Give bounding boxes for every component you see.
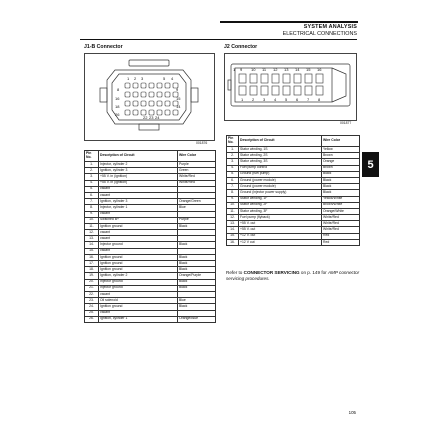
wire-color-cell: Blue <box>178 205 216 211</box>
description-cell: Injector ground <box>99 279 178 285</box>
j2-pin-cavity <box>316 74 323 83</box>
pin-cell: 3. <box>85 174 99 180</box>
j1b-pin-cavity <box>141 92 146 97</box>
pin-cell: 6. <box>227 177 239 183</box>
section-header-title: SYSTEM ANALYSIS <box>303 24 357 30</box>
j2-pin-cavity <box>272 74 279 83</box>
j1b-pin-label: 3 <box>141 76 144 81</box>
j2-pin-cavity <box>294 74 301 83</box>
pin-cell: 7. <box>85 199 99 205</box>
j2-pin-cavity <box>283 74 290 83</box>
j2-pin-label: 1 <box>241 97 244 102</box>
j1b-pin-cavity <box>133 83 138 88</box>
j1b-pin-label: 23 <box>149 115 154 120</box>
wire-color-cell: Purple <box>178 217 216 223</box>
wire-color-cell: Brown <box>322 153 360 159</box>
description-cell: vacant <box>99 186 178 192</box>
wire-color-cell: Blue <box>178 298 216 304</box>
description-cell: Stator winding, 2S <box>239 153 322 159</box>
pin-cell: 6. <box>85 192 99 198</box>
j1b-pin-label: 26 <box>115 112 120 117</box>
wire-color-cell: Orange/White <box>322 208 360 214</box>
description-cell: +12 V out <box>239 239 322 245</box>
j1b-pin-cavity <box>125 110 130 115</box>
pin-cell: 17. <box>85 261 99 267</box>
wire-color-cell: Brown/White <box>322 202 360 208</box>
pin-cell: 18. <box>85 267 99 273</box>
pin-cell: 12. <box>85 230 99 236</box>
pin-cell: 15. <box>85 248 99 254</box>
pin-cell: 10. <box>85 217 99 223</box>
j2-connector-figure <box>224 53 357 121</box>
j1b-pin-label: 18 <box>115 104 120 109</box>
j2-section-title: J2 Connector <box>224 44 258 50</box>
wire-color-cell: Black <box>178 279 216 285</box>
description-cell: Stator winding, 1F <box>239 196 322 202</box>
description-cell: Stator winding, 1S <box>239 147 322 153</box>
note-prefix: Refer to <box>226 270 244 275</box>
j2-pin-cavity <box>250 74 257 83</box>
pin-cell: 23. <box>85 298 99 304</box>
pin-cell: 25. <box>85 310 99 316</box>
description-cell: Injector, cylinder 2 <box>99 162 178 168</box>
wire-color-cell: Yellow/White <box>322 196 360 202</box>
description-cell: vacant <box>99 310 178 316</box>
table-row <box>227 239 360 245</box>
pin-cell: 1. <box>227 147 239 153</box>
wire-color-cell: Orange/Purple <box>178 273 216 279</box>
wire-color-cell: Black <box>322 177 360 183</box>
pin-cell: 7. <box>227 184 239 190</box>
j1b-connector-figure <box>84 53 215 141</box>
description-cell: vacant <box>99 236 178 242</box>
j2-pin-label: 15 <box>306 67 311 72</box>
j2-pin-label: 4 <box>274 97 277 102</box>
wire-color-cell: Black <box>178 304 216 310</box>
wire-color-cell: Black <box>322 171 360 177</box>
j2-pin-cavity <box>261 86 268 95</box>
wire-color-cell: White/Red <box>178 180 216 186</box>
pin-cell: 8. <box>227 190 239 196</box>
wire-color-cell: Black <box>178 223 216 229</box>
column-header: Pin No. <box>227 136 239 147</box>
description-cell: Ignition ground <box>99 261 178 267</box>
j1b-pin-label: 16 <box>115 96 120 101</box>
table-header-row <box>227 136 360 147</box>
description-cell: vacant <box>99 230 178 236</box>
pin-cell: 13. <box>85 236 99 242</box>
description-cell: Ignition ground <box>99 304 178 310</box>
connector-servicing-note <box>226 270 366 281</box>
j2-figure-id: 001877 <box>340 121 352 125</box>
j2-pin-label: 12 <box>273 67 278 72</box>
j2-pin-label: 8 <box>318 97 321 102</box>
j1b-pin-cavity <box>165 92 170 97</box>
pin-cell: 13. <box>227 221 239 227</box>
wire-color-cell: Orange <box>322 159 360 165</box>
description-cell: Injector ground <box>99 242 178 248</box>
pin-cell: 8. <box>85 205 99 211</box>
pin-cell: 9. <box>227 196 239 202</box>
wire-color-cell: White/Red <box>322 227 360 233</box>
pin-cell: 2. <box>85 168 99 174</box>
description-cell: Ground (power module) <box>239 177 322 183</box>
table-row <box>85 316 216 322</box>
j2-pin-label: 9 <box>240 67 243 72</box>
j2-pin-label: 1 <box>233 67 236 72</box>
pin-cell: 4. <box>85 180 99 186</box>
j2-pin-cavity <box>316 86 323 95</box>
j1b-pin-cavity <box>157 83 162 88</box>
column-header: Pin No. <box>85 151 99 162</box>
pin-cell: 24. <box>85 304 99 310</box>
pin-cell: 20. <box>85 279 99 285</box>
pin-cell: 16. <box>85 254 99 260</box>
pin-cell: 26. <box>85 316 99 322</box>
connector-servicing-link[interactable]: CONNECTOR SERVICING <box>243 270 300 275</box>
description-cell: Switched B+ <box>99 217 178 223</box>
wire-color-cell: White/Red <box>322 215 360 221</box>
description-cell: Stator winding, 3F <box>239 208 322 214</box>
description-cell: Fuel pump (flyback) <box>239 215 322 221</box>
pin-cell: 14. <box>85 242 99 248</box>
description-cell: Ignition, cylinder 1 <box>99 316 178 322</box>
j2-pin-label: 2 <box>252 97 255 102</box>
description-cell: +12 V. out <box>239 233 322 239</box>
j1b-pin-label: 2 <box>134 76 137 81</box>
description-cell: Ground (fuel pump) <box>239 171 322 177</box>
j1b-pin-label: 1 <box>127 76 130 81</box>
j2-pin-cavity <box>239 74 246 83</box>
j1b-pin-label: 15 <box>176 96 181 101</box>
description-cell: Ignition ground <box>99 223 178 229</box>
description-cell: vacant <box>99 248 178 254</box>
wire-color-cell: Brown <box>322 165 360 171</box>
wire-color-cell: Yellow <box>322 147 360 153</box>
j1b-connector-drawing <box>85 54 214 140</box>
wire-color-cell: Purple <box>178 162 216 168</box>
pin-cell: 15. <box>227 233 239 239</box>
description-cell: Stator winding, 3S <box>239 159 322 165</box>
j1b-pin-cavity <box>165 101 170 106</box>
j2-pin-cavity <box>272 86 279 95</box>
description-cell: +55 V. in (ignition) <box>99 180 178 186</box>
description-cell: +55 V. in (ignition) <box>99 174 178 180</box>
j1b-pin-label: 24 <box>155 115 160 120</box>
j1b-pin-cavity <box>125 101 130 106</box>
description-cell: vacant <box>99 291 178 297</box>
j2-pin-label: 7 <box>307 97 310 102</box>
j2-pin-cavity <box>283 86 290 95</box>
j2-pin-label: 3 <box>263 97 266 102</box>
j1b-pin-cavity <box>157 92 162 97</box>
j1b-section-title: J1-B Connector <box>84 44 123 50</box>
table-header-row <box>85 151 216 162</box>
description-cell: vacant <box>99 192 178 198</box>
j1b-pin-label: 9 <box>176 87 179 92</box>
wire-color-cell: Red <box>322 239 360 245</box>
section-header-subtitle: ELECTRICAL CONNECTIONS <box>282 31 357 37</box>
j1b-figure-id: 001876 <box>196 141 208 145</box>
j1b-pin-cavity <box>157 101 162 106</box>
column-header: Description of Circuit <box>99 151 178 162</box>
j1b-pin-cavity <box>149 101 154 106</box>
pin-cell: 3. <box>227 159 239 165</box>
column-header: Description of Circuit <box>239 136 322 147</box>
j1b-pin-table <box>84 150 216 323</box>
j2-pin-label: 11 <box>262 67 267 72</box>
wire-color-cell: Black <box>322 184 360 190</box>
j1b-pin-label: 22 <box>143 115 148 120</box>
j1b-pin-cavity <box>149 92 154 97</box>
wire-color-cell: Black <box>178 285 216 291</box>
j2-pin-label: 13 <box>284 67 289 72</box>
description-cell: Fuel pump control <box>239 165 322 171</box>
j1b-pin-cavity <box>165 83 170 88</box>
j1b-pin-label: 5 <box>163 76 166 81</box>
description-cell: vacant <box>99 211 178 217</box>
pin-cell: 5. <box>85 186 99 192</box>
header-rule <box>220 21 358 23</box>
j2-pin-cavity <box>250 86 257 95</box>
description-cell: Stator winding, 2F <box>239 202 322 208</box>
j1b-pin-cavity <box>141 101 146 106</box>
j1b-pin-cavity <box>125 92 130 97</box>
wire-color-cell: White/Red <box>178 174 216 180</box>
wire-color-cell: White/Red <box>322 221 360 227</box>
j2-pin-label: 16 <box>317 67 322 72</box>
j2-pin-cavity <box>239 86 246 95</box>
j2-pin-label: 10 <box>251 67 256 72</box>
j2-connector-drawing <box>225 54 356 120</box>
description-cell: Ground (power module) <box>239 184 322 190</box>
wire-color-cell: Black <box>178 267 216 273</box>
j2-pin-label: 6 <box>296 97 299 102</box>
description-cell: Ignition, cylinder 2 <box>99 273 178 279</box>
j2-pin-cavity <box>305 74 312 83</box>
wire-color-cell: Red <box>322 233 360 239</box>
description-cell: +55 V. out <box>239 227 322 233</box>
note-italic: AMP connector servicing procedures. <box>226 270 360 281</box>
j1b-pin-cavity <box>133 110 138 115</box>
pin-cell: 12. <box>227 215 239 221</box>
j2-pin-cavity <box>294 86 301 95</box>
description-cell: Ignition, cylinder 3 <box>99 199 178 205</box>
description-cell: Ignition ground <box>99 254 178 260</box>
description-cell: Oil solenoid <box>99 298 178 304</box>
pin-cell: 5. <box>227 171 239 177</box>
pin-cell: 9. <box>85 211 99 217</box>
pin-cell: 4. <box>227 165 239 171</box>
pin-cell: 1. <box>85 162 99 168</box>
j1b-pin-cavity <box>141 83 146 88</box>
column-header: Wire Color <box>322 136 360 147</box>
j1b-pin-label: 14 <box>176 104 181 109</box>
j1b-pin-label: 8 <box>117 87 120 92</box>
j1b-pin-cavity <box>173 110 178 115</box>
j1b-pin-cavity <box>133 92 138 97</box>
pin-cell: 11. <box>85 223 99 229</box>
j2-pin-label: 14 <box>295 67 300 72</box>
pin-cell: 2. <box>227 153 239 159</box>
wire-color-cell: Black <box>178 254 216 260</box>
note-middle: on p. 149 for <box>299 270 328 275</box>
description-cell: Injector ground <box>99 285 178 291</box>
description-cell: Ignition ground <box>99 267 178 273</box>
column-header: Wire Color <box>178 151 216 162</box>
wire-color-cell: Orange/Blue <box>178 316 216 322</box>
pin-cell: 19. <box>85 273 99 279</box>
pin-cell: 14. <box>227 227 239 233</box>
pin-cell: 10. <box>227 202 239 208</box>
header-divider <box>80 39 357 40</box>
j2-pin-cavity <box>305 86 312 95</box>
description-cell: Ignition, cylinder 3 <box>99 168 178 174</box>
j2-pin-cavity <box>261 74 268 83</box>
page-number: 105 <box>348 410 356 415</box>
j2-pin-table <box>226 135 360 246</box>
description-cell: Ground (injector power supply) <box>239 190 322 196</box>
j2-pin-label: 5 <box>285 97 288 102</box>
pin-cell: 22. <box>85 291 99 297</box>
wire-color-cell: Black <box>178 261 216 267</box>
j1b-pin-label: 4 <box>171 76 174 81</box>
wire-color-cell: Green <box>178 168 216 174</box>
description-cell: +55 V. out <box>239 221 322 227</box>
pin-cell: 11. <box>227 208 239 214</box>
j1b-pin-cavity <box>125 83 130 88</box>
description-cell: Injector, cylinder 1 <box>99 205 178 211</box>
chapter-tab: 5 <box>362 152 379 177</box>
j1b-pin-cavity <box>149 83 154 88</box>
wire-color-cell: Black <box>322 190 360 196</box>
pin-cell: 16. <box>227 239 239 245</box>
j1b-pin-cavity <box>165 110 170 115</box>
wire-color-cell: Black <box>178 242 216 248</box>
wire-color-cell: Orange/Green <box>178 199 216 205</box>
pin-cell: 21. <box>85 285 99 291</box>
j1b-pin-cavity <box>133 101 138 106</box>
